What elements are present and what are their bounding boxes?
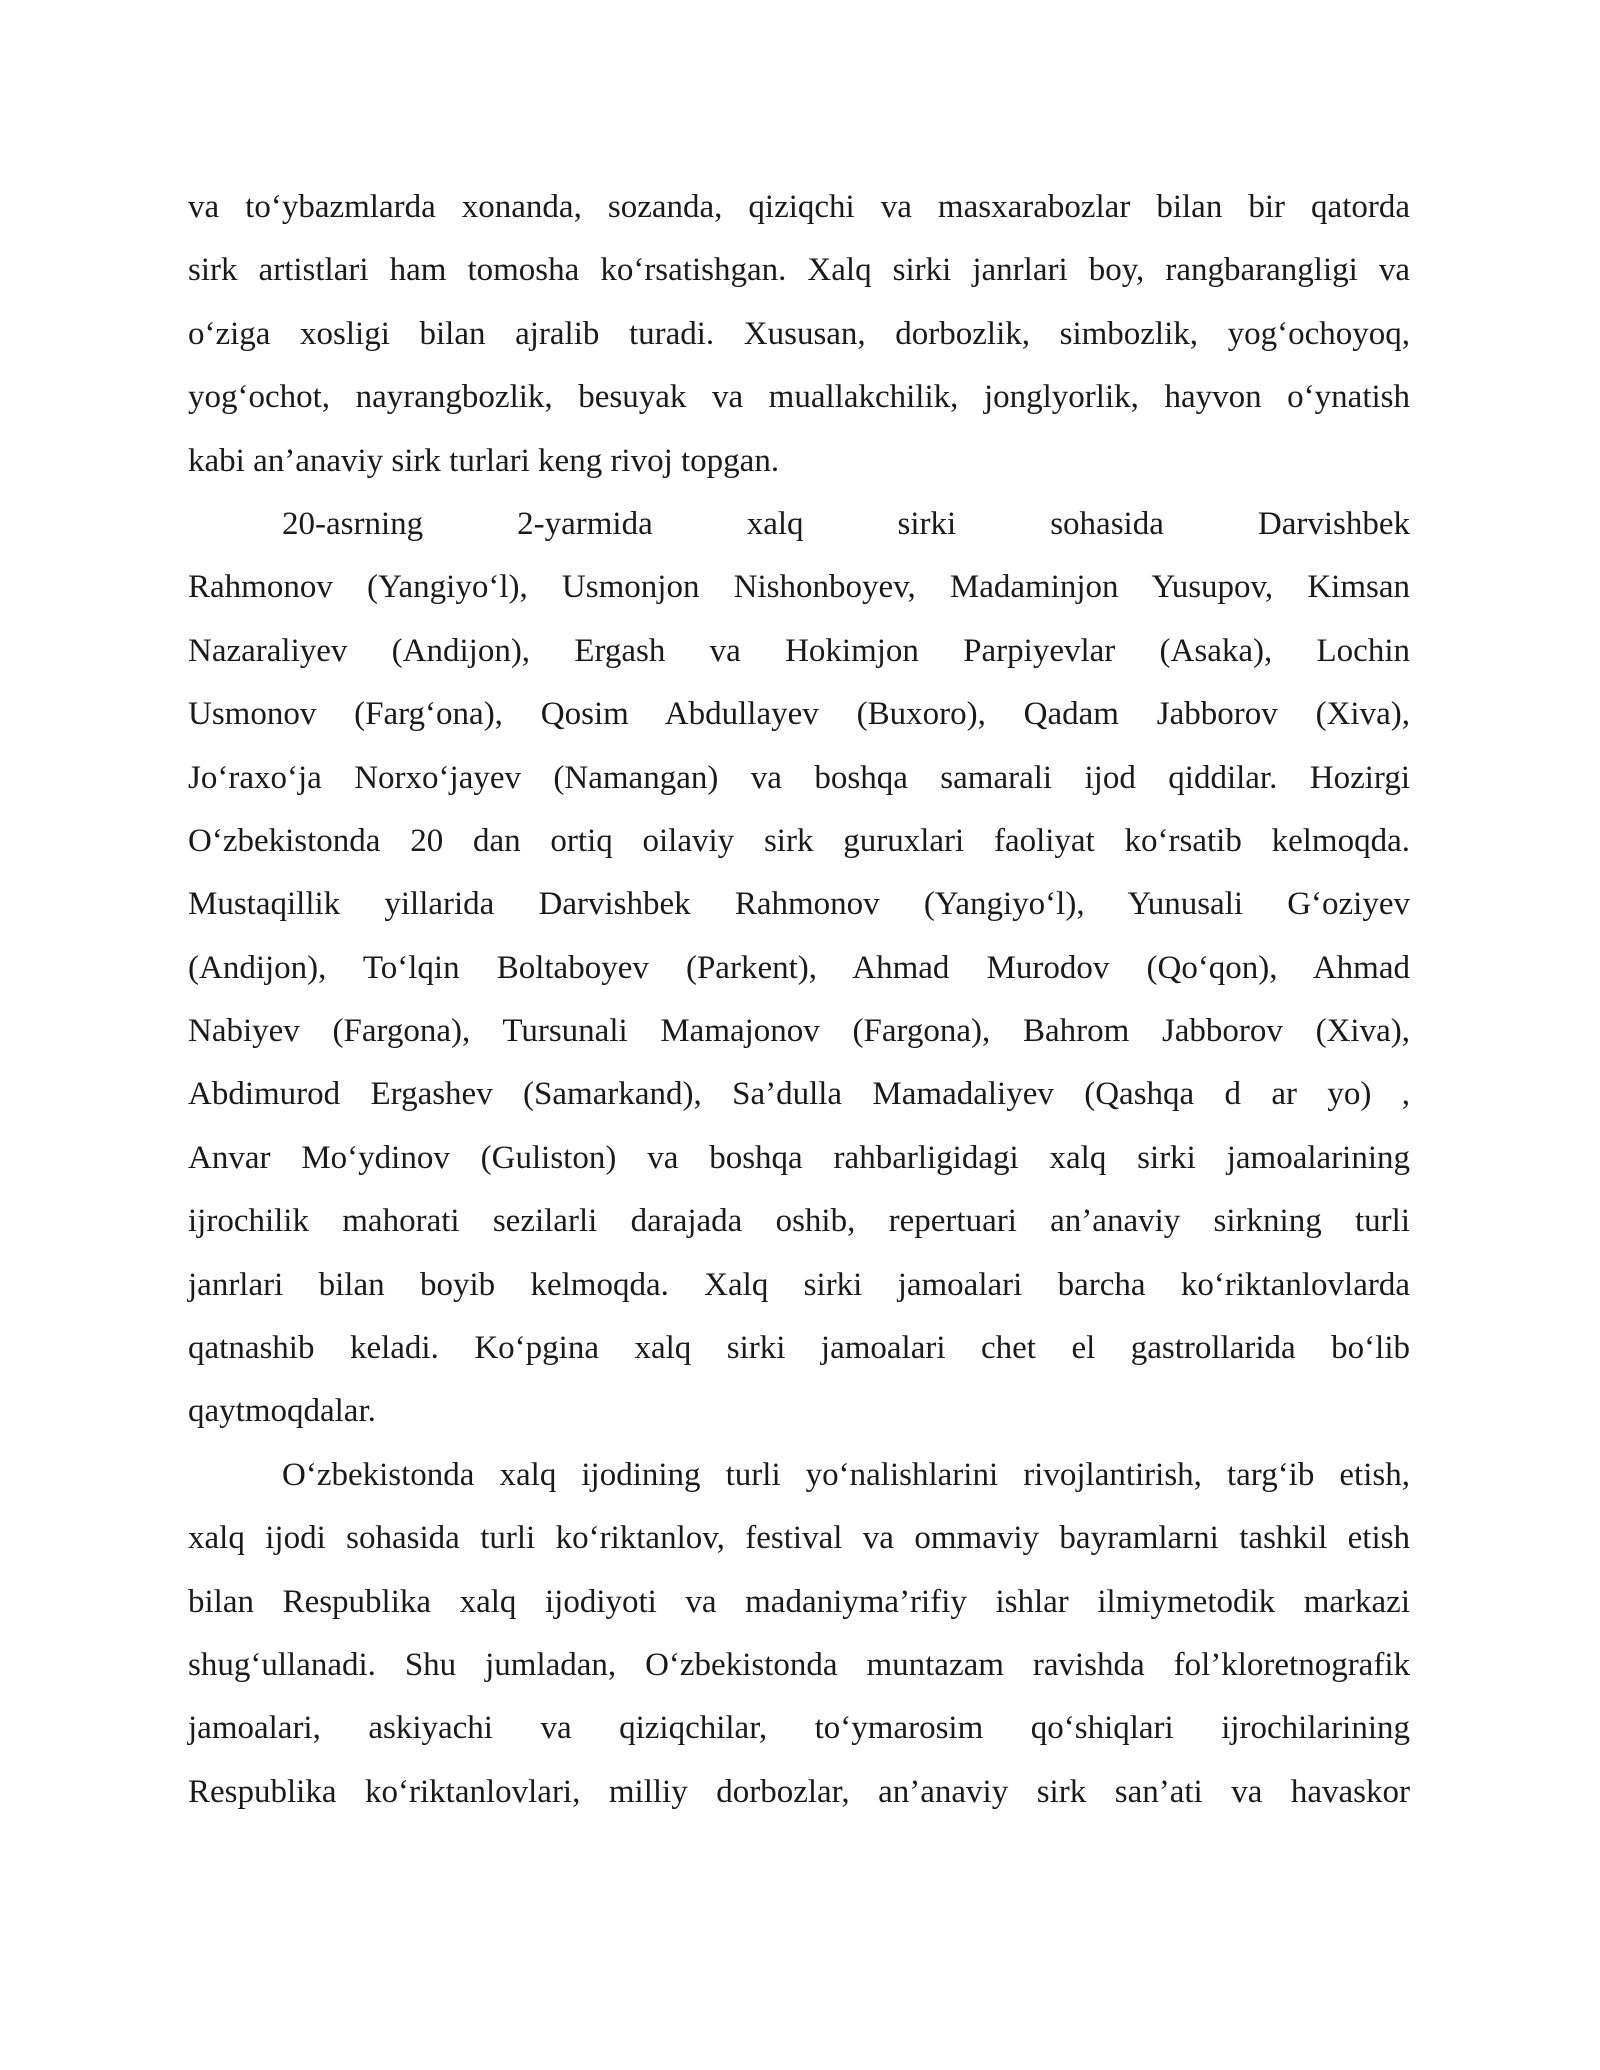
text-line: Jo‘raxo‘ja Norxo‘jayev (Namangan) va boshqa samarali ijod qiddilar. Hozirgi bbox=[188, 759, 1410, 796]
text-line: Usmonov (Farg‘ona), Qosim Abdullayev (Buxoro), Qadam Jabborov (Xiva), bbox=[188, 696, 1410, 733]
text-line: o‘ziga xosligi bilan ajralib turadi. Xususan, dorbozlik, simbozlik, yog‘ochoyoq, bbox=[188, 315, 1410, 352]
paragraph-3 bbox=[188, 1444, 1410, 1824]
text-line: va to‘ybazmlarda xonanda, sozanda, qiziqchi va masxarabozlar bilan bir qatorda bbox=[188, 189, 1410, 225]
text-line: O‘zbekistonda xalq ijodining turli yo‘nalishlarini rivojlantirish, targ‘ib etish, bbox=[282, 1456, 1410, 1493]
text-line: jamoalari, askiyachi va qiziqchilar, to‘ymarosim qo‘shiqlari ijrochilarining bbox=[188, 1710, 1410, 1747]
text-line: Mustaqillik yillarida Darvishbek Rahmonov (Yangiyo‘l), Yunusali G‘oziyev bbox=[188, 886, 1410, 923]
paragraph-2 bbox=[188, 493, 1410, 1444]
text-line: 20-asrning 2-yarmida xalq sirki sohasida Darvishbek bbox=[282, 505, 1410, 542]
text-line: yog‘ochot, nayrangbozlik, besuyak va muallakchilik, jonglyorlik, hayvon o‘ynatish bbox=[188, 379, 1410, 416]
text-line: xalq ijodi sohasida turli ko‘riktanlov, festival va ommaviy bayramlarni tashkil etish bbox=[188, 1520, 1410, 1557]
text-line: Abdimurod Ergashev (Samarkand), Sa’dulla Mamadaliyev (Qashqa d ar yo) , bbox=[188, 1076, 1410, 1113]
text-line: qaytmoqdalar. bbox=[188, 1393, 376, 1430]
text-line: kabi an’anaviy sirk turlari keng rivoj topgan. bbox=[188, 442, 780, 479]
text-line: Anvar Mo‘ydinov (Guliston) va boshqa rahbarligidagi xalq sirki jamoalarining bbox=[188, 1139, 1410, 1176]
text-line: O‘zbekistonda 20 dan ortiq oilaviy sirk guruxlari faoliyat ko‘rsatib kelmoqda. bbox=[188, 822, 1410, 859]
text-line: qatnashib keladi. Ko‘pgina xalq sirki jamoalari chet el gastrollarida bo‘lib bbox=[188, 1330, 1410, 1367]
text-line: sirk artistlari ham tomosha ko‘rsatishgan. Xalq sirki janrlari boy, rangbarangligi va bbox=[188, 252, 1410, 289]
text-line: Rahmonov (Yangiyo‘l), Usmonjon Nishonboyev, Madaminjon Yusupov, Kimsan bbox=[188, 569, 1410, 606]
text-line: Nabiyev (Fargona), Tursunali Mamajonov (Fargona), Bahrom Jabborov (Xiva), bbox=[188, 1013, 1410, 1050]
text-line: Respublika ko‘riktanlovlari, milliy dorbozlar, an’anaviy sirk san’ati va havaskor bbox=[188, 1773, 1410, 1810]
text-line: Nazaraliyev (Andijon), Ergash va Hokimjon Parpiyevlar (Asaka), Lochin bbox=[188, 632, 1410, 669]
text-line: janrlari bilan boyib kelmoqda. Xalq sirki jamoalari barcha ko‘riktanlovlarda bbox=[188, 1266, 1410, 1303]
text-line: ijrochilik mahorati sezilarli darajada oshib, repertuari an’anaviy sirkning turli bbox=[188, 1203, 1410, 1240]
text-line: (Andijon), To‘lqin Boltaboyev (Parkent), Ahmad Murodov (Qo‘qon), Ahmad bbox=[188, 949, 1410, 986]
paragraph-1 bbox=[188, 176, 1410, 493]
document-page bbox=[188, 176, 1410, 1824]
text-line: bilan Respublika xalq ijodiyoti va madaniyma’rifiy ishlar ilmiymetodik markazi bbox=[188, 1583, 1410, 1620]
text-line: shug‘ullanadi. Shu jumladan, O‘zbekistonda muntazam ravishda fol’kloretnografik bbox=[188, 1646, 1410, 1683]
